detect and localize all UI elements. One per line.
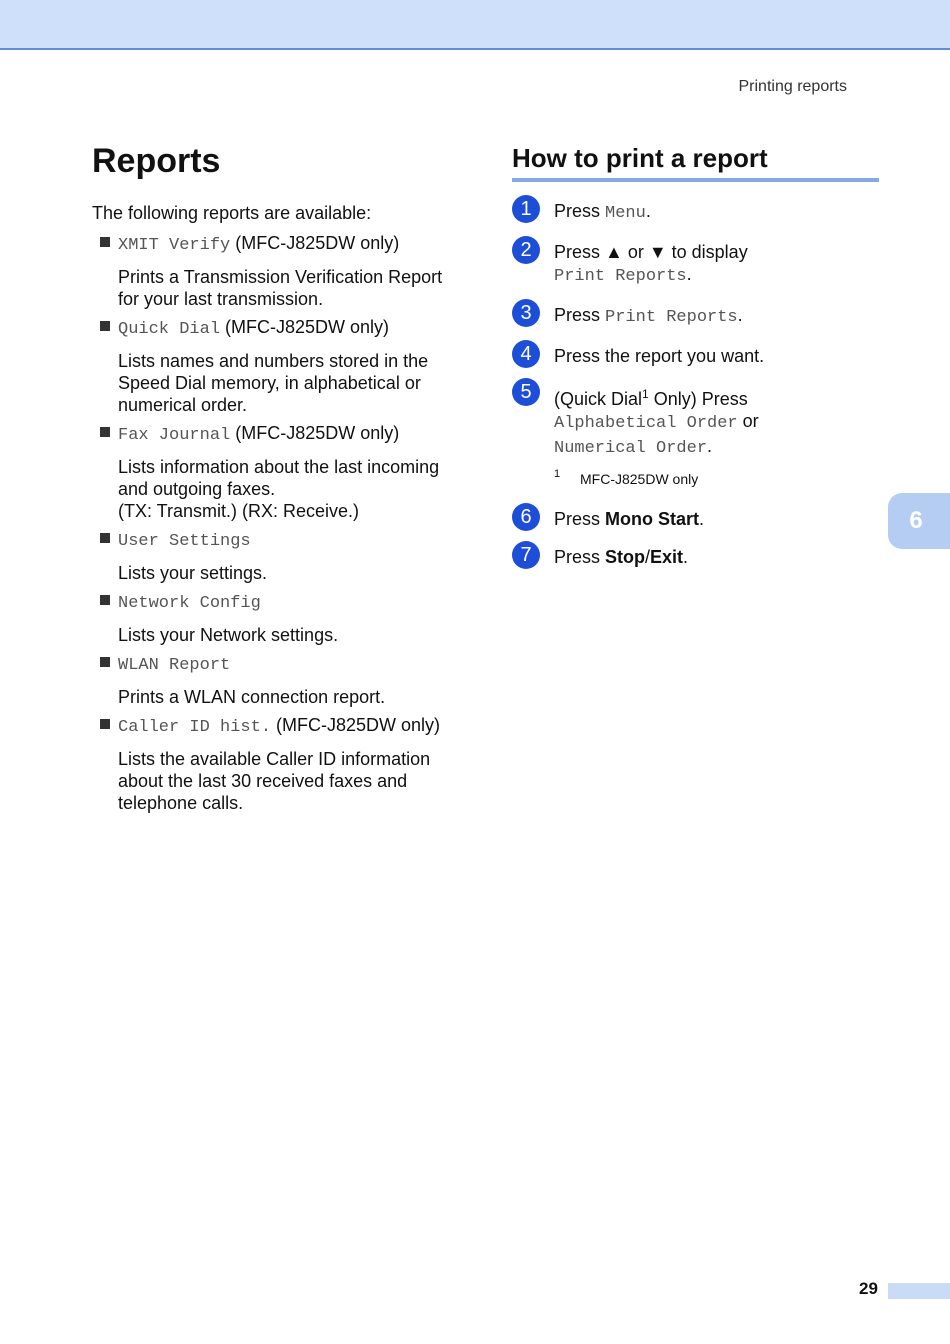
steps-list-cont <box>512 508 880 568</box>
report-description <box>92 562 472 584</box>
steps-list <box>512 200 880 460</box>
running-header: Printing reports <box>738 78 847 95</box>
report-note: (MFC-J825DW only) <box>220 317 390 337</box>
step-punct: . <box>707 436 713 456</box>
step-text: or <box>737 411 759 431</box>
step-number-icon: 6 <box>512 503 540 531</box>
step-1 <box>512 200 880 225</box>
key-label: Stop <box>605 547 646 567</box>
report-name: XMIT Verify <box>118 236 231 255</box>
square-bullet-icon <box>100 719 110 729</box>
step-text: Only) Press <box>648 389 748 409</box>
square-bullet-icon <box>100 321 110 331</box>
list-item <box>92 232 472 310</box>
reports-list <box>92 232 472 814</box>
list-item <box>92 422 472 522</box>
square-bullet-icon <box>100 533 110 543</box>
step-number-icon: 1 <box>512 195 540 223</box>
desc-line: Lists the available Caller ID information <box>118 749 431 769</box>
step-text: Press ▲ or ▼ to display <box>554 242 748 262</box>
desc-line: Prints a WLAN connection report. <box>118 687 386 707</box>
desc-line: Prints a Transmission Verification Report <box>118 267 443 287</box>
step-text: Press <box>554 201 606 221</box>
step-number-icon: 2 <box>512 236 540 264</box>
step-6 <box>512 508 880 530</box>
report-note: (MFC-J825DW only) <box>230 233 400 253</box>
chapter-tab: 6 <box>888 493 950 549</box>
step-punct: . <box>699 509 705 529</box>
desc-line: (TX: Transmit.) (RX: Receive.) <box>118 501 360 521</box>
desc-line: Lists information about the last incoming <box>118 457 440 477</box>
list-item <box>92 528 472 584</box>
page-number: 29 <box>859 1279 878 1298</box>
step-number-icon: 7 <box>512 541 540 569</box>
desc-line: numerical order. <box>118 395 248 415</box>
desc-line: for your last transmission. <box>118 289 324 309</box>
menu-key: Print Reports <box>605 308 738 327</box>
step-text: / <box>645 547 651 567</box>
footnote-text: MFC-J825DW only <box>580 471 699 487</box>
report-note: (MFC-J825DW only) <box>271 715 441 735</box>
list-item <box>92 590 472 646</box>
desc-line: Lists your settings. <box>118 563 268 583</box>
key-label: Mono Start <box>605 509 700 529</box>
menu-key: Numerical Order <box>554 439 708 458</box>
report-name: Caller ID hist. <box>118 718 272 737</box>
report-description <box>92 456 472 522</box>
step-punct: . <box>645 201 651 221</box>
step-punct: . <box>737 305 743 325</box>
step-2 <box>512 241 880 288</box>
report-name: Quick Dial <box>118 320 221 339</box>
square-bullet-icon <box>100 657 110 667</box>
report-name: Network Config <box>118 594 261 613</box>
step-text: Press <box>554 305 606 325</box>
subsection-title: How to print a report <box>512 143 768 173</box>
header-band <box>0 0 950 50</box>
report-description <box>92 748 472 814</box>
report-description <box>92 686 472 708</box>
title-rule <box>512 178 879 182</box>
key-label: Exit <box>650 547 684 567</box>
desc-line: about the last 30 received faxes and <box>118 771 408 791</box>
footnote-mark: 1 <box>554 468 561 480</box>
list-item <box>92 316 472 416</box>
step-5 <box>512 383 880 460</box>
menu-key: Print Reports <box>554 267 687 286</box>
list-item <box>92 714 472 814</box>
report-description <box>92 350 472 416</box>
report-name: User Settings <box>118 532 251 551</box>
square-bullet-icon <box>100 595 110 605</box>
step-number-icon: 3 <box>512 299 540 327</box>
step-punct: . <box>683 547 689 567</box>
report-name: Fax Journal <box>118 426 231 445</box>
intro-text: The following reports are available: <box>92 203 372 223</box>
report-note: (MFC-J825DW only) <box>230 423 400 443</box>
footnote-ref: 1 <box>642 387 649 401</box>
list-item <box>92 652 472 708</box>
menu-key: Alphabetical Order <box>554 414 738 433</box>
square-bullet-icon <box>100 427 110 437</box>
reports-section <box>92 140 472 820</box>
desc-line: and outgoing faxes. <box>118 479 276 499</box>
how-to-section <box>512 140 880 584</box>
desc-line: Speed Dial memory, in alphabetical or <box>118 373 421 393</box>
report-description <box>92 624 472 646</box>
desc-line: Lists your Network settings. <box>118 625 339 645</box>
step-4 <box>512 345 880 367</box>
step-punct: . <box>686 264 692 284</box>
step-text: Press the report you want. <box>554 346 765 366</box>
report-name: WLAN Report <box>118 656 231 675</box>
step-text: Press <box>554 547 606 567</box>
footnote <box>554 470 880 488</box>
footer-band <box>888 1283 950 1299</box>
step-number-icon: 5 <box>512 378 540 406</box>
desc-line: telephone calls. <box>118 793 244 813</box>
step-number-icon: 4 <box>512 340 540 368</box>
desc-line: Lists names and numbers stored in the <box>118 351 429 371</box>
report-description <box>92 266 472 310</box>
square-bullet-icon <box>100 237 110 247</box>
step-text: (Quick Dial <box>554 389 643 409</box>
step-7 <box>512 546 880 568</box>
section-title: Reports <box>92 142 221 180</box>
menu-key: Menu <box>605 204 646 223</box>
step-text: Press <box>554 509 606 529</box>
step-3 <box>512 304 880 329</box>
